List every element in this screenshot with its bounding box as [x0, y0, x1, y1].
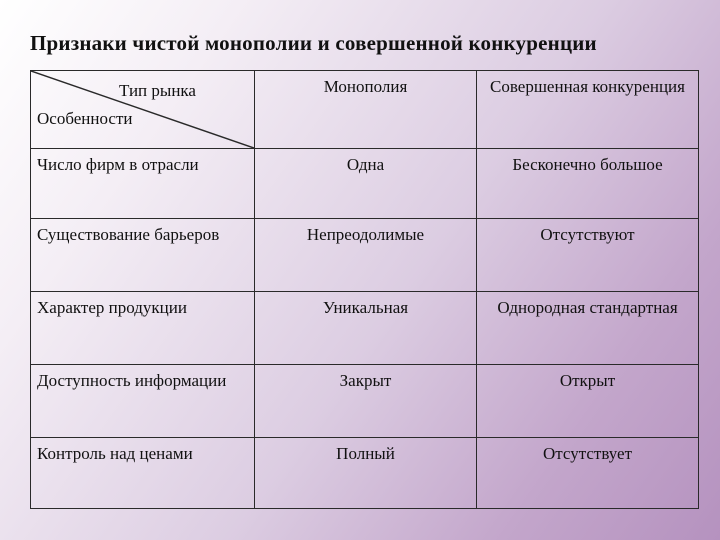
row-monopoly-value: Полный: [255, 438, 477, 509]
comparison-table: [30, 70, 699, 509]
corner-label-market-type: Тип рынка: [119, 81, 196, 100]
column-header-monopoly: Монополия: [255, 71, 477, 149]
row-monopoly-value: Непреодолимые: [255, 219, 477, 292]
corner-cell: [31, 71, 255, 149]
page-title: Признаки чистой монополии и совершенной конкуренции: [30, 31, 597, 55]
row-feature: Контроль над ценами: [31, 438, 255, 509]
row-competition-value: Бесконечно большое: [477, 149, 699, 219]
row-competition-value: Однородная стандартная: [477, 292, 699, 365]
row-feature: Характер продукции: [31, 292, 255, 365]
row-competition-value: Отсутствуют: [477, 219, 699, 292]
row-feature: Число фирм в отрасли: [31, 149, 255, 219]
table-row: [31, 365, 699, 438]
table-row: [31, 438, 699, 509]
row-competition-value: Отсутствует: [477, 438, 699, 509]
table-row: [31, 219, 699, 292]
corner-label-features: Особенности: [37, 109, 133, 128]
row-monopoly-value: Закрыт: [255, 365, 477, 438]
table-row: [31, 149, 699, 219]
row-monopoly-value: Одна: [255, 149, 477, 219]
row-feature: Существование барьеров: [31, 219, 255, 292]
row-monopoly-value: Уникальная: [255, 292, 477, 365]
row-competition-value: Открыт: [477, 365, 699, 438]
table-header-row: [31, 71, 699, 149]
row-feature: Доступность информации: [31, 365, 255, 438]
table-row: [31, 292, 699, 365]
column-header-competition: Совершенная конкуренция: [477, 71, 699, 149]
